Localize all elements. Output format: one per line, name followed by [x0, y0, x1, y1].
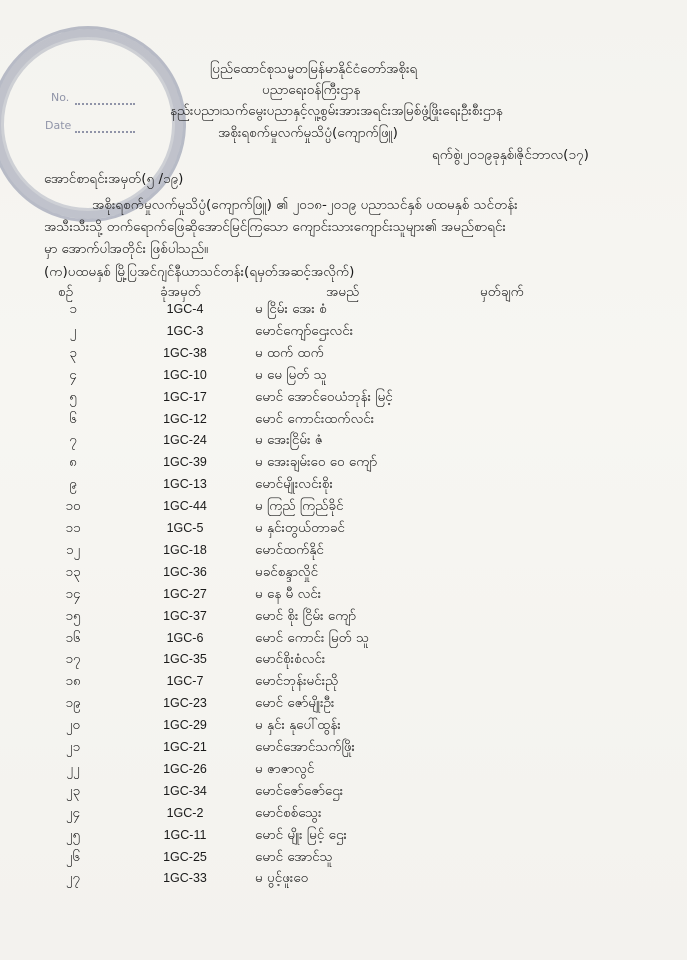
seat-number: 1GC-4 — [166, 302, 204, 316]
student-name: မောင် မျိုး မြင့် ဌေး — [255, 826, 347, 843]
table-row — [0, 714, 687, 736]
row-number: ၂၃ — [65, 782, 81, 799]
seat-number: 1GC-25 — [163, 849, 207, 864]
student-name: မ ကြည် ကြည်ခိုင် — [255, 498, 344, 515]
student-name: မောင် အောင်ဝေယံဘုန်း မြင့် — [255, 388, 393, 405]
row-number: ၂၀ — [65, 717, 81, 734]
seat-number: 1GC-29 — [163, 718, 207, 733]
table-row — [0, 517, 687, 539]
header-date: ရက်စွဲ၊၂၀၁၉ခုနှစ်၊ဇိုင်ဘာလ(၁၇) — [432, 147, 589, 163]
row-number: ၂၅ — [65, 826, 81, 843]
student-name: မ ထက် ထက် — [255, 344, 324, 361]
seat-number: 1GC-24 — [163, 433, 207, 448]
row-number: ၁၅ — [65, 607, 81, 624]
table-row — [0, 320, 687, 342]
seat-number: 1GC-23 — [163, 696, 207, 711]
seat-number: 1GC-27 — [163, 586, 207, 601]
student-name: မောင် ကောင်းထက်လင်း — [255, 410, 375, 427]
row-number: ၂၇ — [65, 870, 81, 887]
row-number: ၁၈ — [65, 673, 81, 690]
table-row — [0, 342, 687, 364]
row-number: ၁၆ — [65, 629, 81, 646]
student-name: မောင်ဘုန်းမင်းညို — [255, 673, 339, 690]
student-name: မ ဇာဇာလွင် — [255, 760, 315, 777]
row-number: ၁၇ — [65, 651, 81, 668]
seat-number: 1GC-6 — [166, 630, 204, 645]
table-row — [0, 736, 687, 758]
column-header-id: ခုံအမှတ် — [160, 284, 201, 300]
student-name: မ အေးငြိမ်း ဇံ — [255, 432, 323, 449]
student-name: မောင်မျိုးလင်းစိုး — [255, 476, 333, 493]
header-government: ပြည်ထောင်စုသမ္မတမြန်မာနိုင်ငံတော်အစိုးရ — [210, 61, 418, 77]
seat-number: 1GC-11 — [163, 827, 207, 842]
table-row — [0, 692, 687, 714]
student-name: မောင် ကောင်း မြတ် သူ — [255, 629, 370, 646]
seat-number: 1GC-39 — [163, 455, 207, 470]
row-number: ၈ — [69, 454, 77, 471]
student-name: မောင်ထက်နိုင် — [255, 541, 324, 558]
office-stamp — [0, 26, 186, 222]
student-name: မ အေးချမ်းဝေ ဝေ ကျော် — [255, 454, 378, 471]
student-name: မခင်စန္ဒာလှိုင် — [255, 563, 319, 580]
table-row — [0, 780, 687, 802]
row-number: ၁၀ — [65, 498, 81, 515]
row-number: ၁ — [69, 301, 77, 317]
table-row — [0, 298, 687, 320]
seat-number: 1GC-34 — [163, 783, 207, 798]
column-header-no: စဉ် — [58, 284, 74, 300]
intro-line-3: မှာ အောက်ပါအတိုင်း ဖြစ်ပါသည်။ — [44, 241, 209, 257]
student-name: မ နှင်းတွယ်တာခင် — [255, 520, 345, 536]
table-row — [0, 561, 687, 583]
row-number: ၃ — [69, 344, 77, 361]
header-department: နည်းပညာ၊သက်မွေးပညာနှင့်လူ့စွမ်းအားအရင်းအမြစ်ဖွံ့ဖြိုးရေးဦးစီးဌာန — [170, 103, 503, 119]
row-number: ၅ — [69, 388, 77, 405]
row-number: ၁၄ — [65, 585, 81, 602]
table-row — [0, 364, 687, 386]
table-row — [0, 846, 687, 868]
header-institute: အစိုးရစက်မှုလက်မှုသိပ္ပံ(ကျောက်ဖြူ) — [218, 125, 398, 141]
table-row — [0, 605, 687, 627]
table-row — [0, 867, 687, 889]
section-title: (က)ပထမနှစ် မြို့ပြအင်ဂျင်နီယာသင်တန်း(ရမှတ်အဆင့်အလိုက်) — [44, 264, 355, 280]
row-number: ၁၁ — [65, 520, 81, 536]
table-row — [0, 408, 687, 430]
table-row — [0, 802, 687, 824]
student-name: မောင်အောင်သက်ဖြိုး — [255, 739, 355, 755]
table-row — [0, 670, 687, 692]
student-name: မ နှင်း နုပေါ်ထွန်း — [255, 717, 341, 734]
header-ministry: ပညာရေးဝန်ကြီးဌာန — [262, 82, 361, 98]
seat-number: 1GC-33 — [163, 871, 207, 886]
student-name: မောင်ဇော်ဇော်ဌေး — [255, 782, 344, 799]
student-name: မ ငြိမ်း အေး စံ — [255, 301, 327, 317]
stamp-date-label: Date — [45, 119, 72, 132]
table-row — [0, 758, 687, 780]
seat-number: 1GC-26 — [163, 761, 207, 776]
seat-number: 1GC-5 — [166, 521, 204, 535]
seat-number: 1GC-38 — [163, 345, 207, 360]
table-row — [0, 429, 687, 451]
student-name: မောင် ဇော်မျိုးဦး — [255, 695, 335, 712]
student-name: မောင်စစ်သွေး — [255, 804, 322, 821]
student-name: မောင်စိုးစံလင်း — [255, 651, 326, 668]
row-number: ၆ — [69, 410, 77, 427]
row-number: ၄ — [69, 366, 77, 383]
seat-number: 1GC-21 — [163, 740, 207, 754]
student-name: မောင် စိုး ငြိမ်း ကျော် — [255, 607, 357, 624]
table-row — [0, 539, 687, 561]
column-header-remark: မှတ်ချက် — [480, 284, 524, 300]
row-number: ၁၉ — [65, 695, 81, 712]
seat-number: 1GC-13 — [163, 477, 207, 492]
seat-number: 1GC-17 — [163, 389, 207, 404]
seat-number: 1GC-37 — [163, 608, 207, 623]
stamp-no-label: No. — [51, 91, 70, 104]
student-name: မောင် အောင်သူ — [255, 848, 333, 865]
row-number: ၂၁ — [65, 739, 81, 755]
table-row — [0, 451, 687, 473]
table-row — [0, 648, 687, 670]
seat-number: 1GC-36 — [163, 564, 207, 579]
seat-number: 1GC-3 — [166, 323, 204, 338]
row-number: ၂၂ — [66, 760, 80, 777]
table-row — [0, 627, 687, 649]
row-number: ၂၆ — [65, 848, 81, 865]
seat-number: 1GC-44 — [163, 499, 207, 514]
row-number: ၁၃ — [65, 563, 81, 580]
row-number: ၁၂ — [65, 541, 81, 558]
student-name: မောင်ကျော်ဌေးလင်း — [255, 322, 354, 339]
student-name: မ မေ မြတ် သူ — [255, 366, 327, 383]
row-number: ၂ — [69, 322, 77, 339]
seat-number: 1GC-7 — [166, 674, 204, 689]
seat-number: 1GC-35 — [163, 652, 207, 667]
student-name: မ နေ မီ လင်း — [255, 585, 322, 602]
column-header-name: အမည် — [326, 284, 360, 300]
row-number: ၇ — [69, 432, 77, 449]
seat-number: 1GC-2 — [166, 805, 204, 820]
reference-number: အောင်စာရင်းအမှတ်(၅ /၁၉) — [44, 171, 184, 187]
row-number: ၂၄ — [65, 804, 81, 821]
table-row — [0, 583, 687, 605]
seat-number: 1GC-18 — [163, 542, 207, 557]
seat-number: 1GC-12 — [163, 411, 207, 426]
intro-line-2: အသီးသီးသို့ တက်ရောက်ဖြေဆိုအောင်မြင်ကြသော ကျောင်းသားကျောင်းသူများ၏ အမည်စာရင်း — [44, 219, 506, 235]
table-row — [0, 824, 687, 846]
seat-number: 1GC-10 — [163, 367, 207, 382]
table-row — [0, 473, 687, 495]
table-row — [0, 495, 687, 517]
table-row — [0, 386, 687, 408]
intro-line-1: အစိုးရစက်မှုလက်မှုသိပ္ပံ(ကျောက်ဖြူ) ၏ ၂၀၁၈-၂၀၁၉ ပညာသင်နှစ် ပထမနှစ် သင်တန်း — [92, 197, 518, 213]
student-name: မ ပွင့်ဖူးဝေ — [255, 870, 309, 887]
row-number: ၉ — [69, 476, 77, 493]
